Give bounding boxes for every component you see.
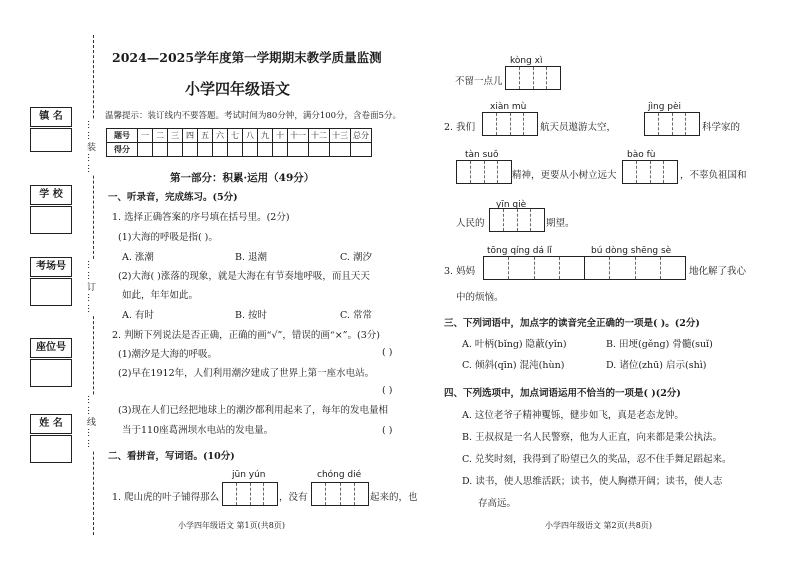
q2-2-line3-post: 期望。 xyxy=(546,218,575,229)
score-input[interactable] xyxy=(309,143,330,157)
name-answer-box[interactable] xyxy=(30,435,72,463)
q4-option-b: B. 王叔叔是一名人民警察，他为人正直，向来都是秉公执法。 xyxy=(462,432,723,443)
char-box-chongdie[interactable] xyxy=(311,482,369,506)
seat-label: 座位号 xyxy=(30,338,72,358)
score-cell: 十 xyxy=(273,129,288,143)
pinyin-baofu: bào fù xyxy=(627,150,656,160)
cut-line-label-3: ……线…… xyxy=(85,395,95,450)
char-box-tongqing[interactable] xyxy=(483,256,585,280)
q3-option-c: C. 倾斜(qīn) 混沌(hùn) xyxy=(462,360,565,371)
notice: 温馨提示：装订线内不要答题。考试时间为80分钟，满分100分，含卷面5分。 xyxy=(105,111,401,121)
option-b2: B. 按时 xyxy=(235,310,268,321)
option-b1: B. 退潮 xyxy=(235,252,268,263)
score-cell: 九 xyxy=(258,129,273,143)
pinyin-yinqie: yīn qiè xyxy=(496,200,527,210)
q4-option-d-line1: D. 读书，使人思维活跃；读书，使人胸襟开阔；读书，使人志 xyxy=(462,476,723,487)
q4-option-d-line2: 存高远。 xyxy=(478,498,517,509)
score-cell: 十一 xyxy=(288,129,309,143)
q2-1-post: 起来的，也 xyxy=(370,492,418,503)
pinyin-xianmu: xiàn mù xyxy=(490,102,527,112)
answer-paren-2[interactable]: ( ) xyxy=(382,385,393,396)
q2-3-post: 地化解了我心 xyxy=(689,266,747,277)
q1-2: 2. 判断下列说法是否正确，正确的画“√”，错误的画“×”。(3分) xyxy=(112,330,380,341)
q2-2-line2-post: ，不辜负祖国和 xyxy=(680,170,747,181)
q3-option-d: D. 诸位(zhū) 启示(shì) xyxy=(606,360,707,371)
pinyin-jingpei: jìng pèi xyxy=(648,102,682,112)
q4-heading: 四、下列选项中，加点词语运用不恰当的一项是( )(2分) xyxy=(444,388,681,399)
grade-answer-box[interactable] xyxy=(30,128,72,152)
q1-1a: (1)大海的呼吸是指( )。 xyxy=(118,232,218,243)
option-c2: C. 常常 xyxy=(340,310,372,321)
q3-option-b: B. 田埂(gěng) 骨髓(suǐ) xyxy=(606,339,713,350)
exam-no-answer-box[interactable] xyxy=(30,278,72,306)
score-input[interactable] xyxy=(243,143,258,157)
char-box-junyun[interactable] xyxy=(222,482,278,506)
exam-no-label: 考场号 xyxy=(30,257,72,277)
part1-heading: 第一部分：积累·运用（49分） xyxy=(170,172,315,184)
grade-label: 镇 名 xyxy=(30,107,72,127)
q2-heading: 二、看拼音，写词语。(10分) xyxy=(108,451,235,462)
pinyin-tansuo: tàn suǒ xyxy=(465,150,499,160)
q2-1-mid: ，没有 xyxy=(279,492,308,503)
q1-1: 1. 选择正确答案的序号填在括号里。(2分) xyxy=(112,212,290,223)
score-cell: 十二 xyxy=(309,129,330,143)
score-cell: 五 xyxy=(198,129,213,143)
q2-2-line3-pre: 人民的 xyxy=(456,218,485,229)
score-input[interactable] xyxy=(168,143,183,157)
q1-2-3-line2: 当于110座葛洲坝水电站的发电量。 xyxy=(122,425,274,436)
pinyin-kongxi: kòng xì xyxy=(510,56,543,66)
pinyin-budong: bú dòng shēng sè xyxy=(591,246,672,256)
char-box-kongxi[interactable] xyxy=(505,66,561,90)
school-answer-box[interactable] xyxy=(30,206,72,234)
q1-heading: 一、听录音，完成练习。(5分) xyxy=(108,192,238,203)
q1-1b-line1: (2)大海( )涨落的现象，就是大海在有节奏地呼吸，而且天天 xyxy=(118,271,370,282)
q4-option-c: C. 兑奖时刻，我得到了盼望已久的奖品，忍不住手舞足蹈起来。 xyxy=(462,454,732,465)
q2-2-line2-mid: 精神，更要从小树立远大 xyxy=(512,170,617,181)
option-c1: C. 潮汐 xyxy=(340,252,372,263)
score-input[interactable] xyxy=(228,143,243,157)
score-cell: 四 xyxy=(183,129,198,143)
q2-3-pre: 3. 妈妈 xyxy=(444,266,476,277)
seat-answer-box[interactable] xyxy=(30,359,72,387)
score-input[interactable] xyxy=(351,143,372,157)
score-input[interactable] xyxy=(138,143,153,157)
score-table xyxy=(106,128,372,157)
q1-2-2: (2)早在1912年，人们利用潮汐建成了世界上第一座水电站。 xyxy=(118,368,375,379)
option-a1: A. 涨潮 xyxy=(122,252,154,263)
q1-2-1: (1)潮汐是大海的呼吸。 xyxy=(118,349,217,360)
page-footer-2: 小学四年级语文 第2页(共8页) xyxy=(545,521,652,530)
answer-paren-3[interactable]: ( ) xyxy=(382,425,393,436)
score-input[interactable] xyxy=(288,143,309,157)
q3-heading: 三、下列词语中，加点字的读音完全正确的一项是( )。(2分) xyxy=(444,318,700,329)
score-cell: 三 xyxy=(168,129,183,143)
char-box-jingpei[interactable] xyxy=(644,112,700,136)
char-box-tansuo[interactable] xyxy=(456,160,512,184)
q1-1b-line2: 如此，年年如此。 xyxy=(122,290,199,301)
school-label: 学 校 xyxy=(30,185,72,205)
score-cell: 六 xyxy=(213,129,228,143)
q4-option-a: A. 这位老爷子精神矍铄，健步如飞，真是老态龙钟。 xyxy=(462,410,684,421)
score-input[interactable] xyxy=(258,143,273,157)
exam-title: 2024—2025学年度第一学期期末教学质量监测 xyxy=(112,50,382,65)
score-input[interactable] xyxy=(198,143,213,157)
page-footer-1: 小学四年级语文 第1页(共8页) xyxy=(178,521,285,530)
cut-line-label-1: ……装…… xyxy=(85,120,95,175)
score-cell: 总分 xyxy=(351,129,372,143)
score-cell: 二 xyxy=(153,129,168,143)
name-label: 姓 名 xyxy=(30,414,72,434)
q2-1-pre: 1. 爬山虎的叶子铺得那么 xyxy=(112,492,220,503)
line0: 不留一点儿 xyxy=(455,76,503,87)
char-box-xianmu[interactable] xyxy=(482,112,538,136)
score-cell: 十三 xyxy=(330,129,351,143)
score-input[interactable] xyxy=(330,143,351,157)
score-cell: 八 xyxy=(243,129,258,143)
score-cell: 七 xyxy=(228,129,243,143)
answer-paren-1[interactable]: ( ) xyxy=(382,347,393,358)
q2-2-pre: 2. 我们 xyxy=(444,122,476,133)
q3-option-a: A. 叶柄(bǐng) 隐蔽(yǐn) xyxy=(462,339,567,350)
option-a2: A. 有时 xyxy=(122,310,154,321)
q1-2-3-line1: (3)现在人们已经把地球上的潮汐都利用起来了，每年的发电量相 xyxy=(118,405,388,416)
score-input[interactable] xyxy=(213,143,228,157)
score-cell: 一 xyxy=(138,129,153,143)
q2-2-post: 科学家的 xyxy=(702,122,741,133)
pinyin-junyun: jūn yún xyxy=(232,470,266,480)
q2-2-mid: 航天员遨游太空， xyxy=(540,122,617,133)
score-cell: 题号 xyxy=(107,129,138,143)
char-box-baofu[interactable] xyxy=(622,160,678,184)
score-input[interactable] xyxy=(153,143,168,157)
score-cell: 得分 xyxy=(107,143,138,157)
score-input[interactable] xyxy=(273,143,288,157)
pinyin-chongdie: chóng dié xyxy=(317,470,362,480)
char-box-yinqie[interactable] xyxy=(489,208,545,232)
exam-subtitle: 小学四年级语文 xyxy=(185,80,291,98)
score-input[interactable] xyxy=(183,143,198,157)
char-box-budong[interactable] xyxy=(584,256,686,280)
pinyin-tongqing: tōng qíng dá lǐ xyxy=(487,246,552,256)
cut-line-label-2: ……订…… xyxy=(85,260,95,315)
q2-3-line2: 中的烦恼。 xyxy=(456,292,504,303)
